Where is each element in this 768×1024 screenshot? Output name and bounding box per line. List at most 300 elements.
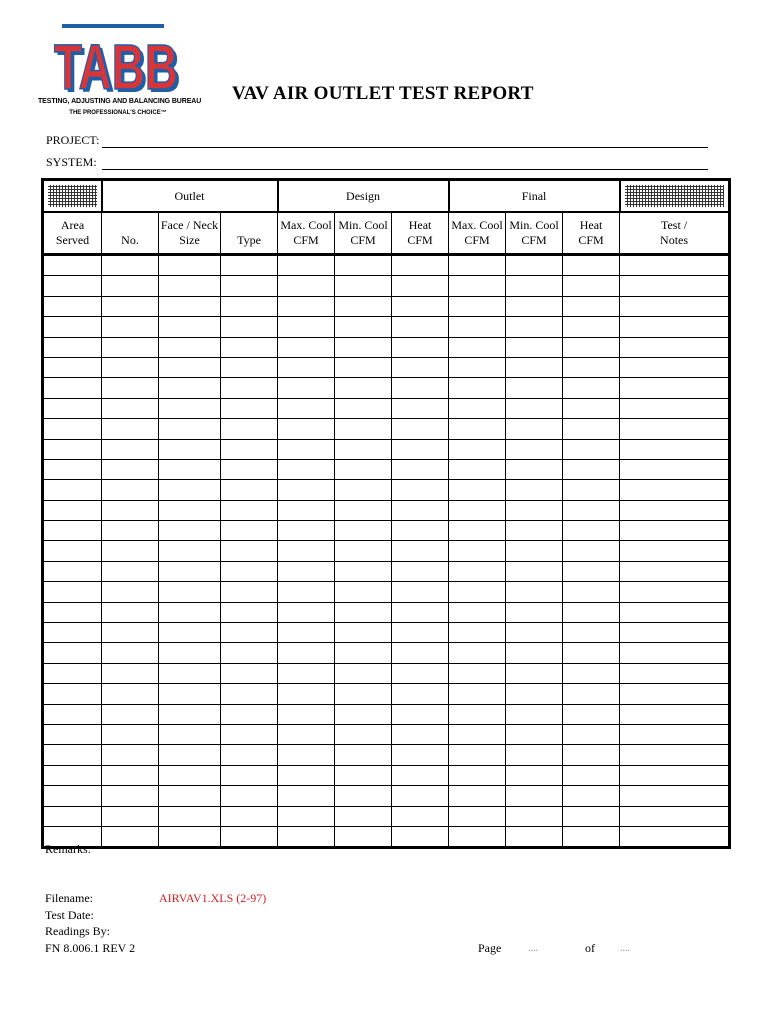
table-cell[interactable] (335, 623, 392, 643)
table-cell[interactable] (43, 786, 102, 806)
table-cell[interactable] (278, 337, 335, 357)
table-cell[interactable] (102, 357, 159, 377)
table-cell[interactable] (620, 826, 730, 847)
table-cell[interactable] (506, 541, 563, 561)
table-cell[interactable] (620, 521, 730, 541)
table-cell[interactable] (392, 255, 449, 276)
table-cell[interactable] (449, 439, 506, 459)
table-cell[interactable] (506, 745, 563, 765)
table-cell[interactable] (563, 439, 620, 459)
table-cell[interactable] (335, 663, 392, 683)
table-cell[interactable] (620, 378, 730, 398)
table-cell[interactable] (449, 561, 506, 581)
table-cell[interactable] (563, 378, 620, 398)
table-cell[interactable] (563, 317, 620, 337)
table-cell[interactable] (335, 480, 392, 500)
table-cell[interactable] (43, 255, 102, 276)
table-cell[interactable] (278, 582, 335, 602)
table-cell[interactable] (335, 561, 392, 581)
table-cell[interactable] (43, 337, 102, 357)
table-cell[interactable] (43, 806, 102, 826)
table-cell[interactable] (221, 317, 278, 337)
table-cell[interactable] (335, 826, 392, 847)
table-cell[interactable] (278, 623, 335, 643)
table-cell[interactable] (159, 704, 221, 724)
table-cell[interactable] (221, 643, 278, 663)
table-cell[interactable] (102, 439, 159, 459)
table-cell[interactable] (278, 378, 335, 398)
table-cell[interactable] (335, 724, 392, 744)
table-cell[interactable] (506, 357, 563, 377)
table-cell[interactable] (43, 704, 102, 724)
table-cell[interactable] (506, 337, 563, 357)
table-cell[interactable] (392, 765, 449, 785)
table-cell[interactable] (102, 623, 159, 643)
table-cell[interactable] (506, 459, 563, 479)
table-cell[interactable] (506, 765, 563, 785)
table-cell[interactable] (43, 521, 102, 541)
table-cell[interactable] (563, 745, 620, 765)
table-cell[interactable] (506, 255, 563, 276)
table-cell[interactable] (392, 398, 449, 418)
table-cell[interactable] (449, 582, 506, 602)
table-cell[interactable] (221, 602, 278, 622)
table-cell[interactable] (43, 541, 102, 561)
table-cell[interactable] (392, 602, 449, 622)
table-cell[interactable] (335, 276, 392, 296)
table-cell[interactable] (278, 663, 335, 683)
table-cell[interactable] (392, 378, 449, 398)
table-cell[interactable] (43, 643, 102, 663)
table-cell[interactable] (335, 459, 392, 479)
table-cell[interactable] (221, 419, 278, 439)
table-cell[interactable] (278, 643, 335, 663)
table-cell[interactable] (335, 419, 392, 439)
table-cell[interactable] (43, 561, 102, 581)
table-cell[interactable] (620, 419, 730, 439)
table-cell[interactable] (43, 582, 102, 602)
table-cell[interactable] (43, 623, 102, 643)
table-cell[interactable] (43, 419, 102, 439)
table-cell[interactable] (278, 602, 335, 622)
table-cell[interactable] (278, 541, 335, 561)
table-cell[interactable] (102, 480, 159, 500)
table-cell[interactable] (506, 317, 563, 337)
table-cell[interactable] (221, 582, 278, 602)
table-cell[interactable] (335, 582, 392, 602)
table-cell[interactable] (620, 317, 730, 337)
table-cell[interactable] (221, 398, 278, 418)
table-cell[interactable] (506, 276, 563, 296)
table-cell[interactable] (392, 663, 449, 683)
table-cell[interactable] (335, 398, 392, 418)
table-cell[interactable] (278, 806, 335, 826)
table-cell[interactable] (278, 684, 335, 704)
table-cell[interactable] (449, 765, 506, 785)
table-cell[interactable] (449, 296, 506, 316)
table-cell[interactable] (392, 643, 449, 663)
table-cell[interactable] (221, 765, 278, 785)
table-cell[interactable] (43, 480, 102, 500)
table-cell[interactable] (506, 419, 563, 439)
table-cell[interactable] (449, 602, 506, 622)
table-cell[interactable] (563, 643, 620, 663)
system-field[interactable] (102, 169, 708, 170)
table-cell[interactable] (102, 663, 159, 683)
table-cell[interactable] (335, 765, 392, 785)
table-cell[interactable] (221, 561, 278, 581)
table-cell[interactable] (620, 602, 730, 622)
table-cell[interactable] (221, 704, 278, 724)
table-cell[interactable] (159, 357, 221, 377)
table-cell[interactable] (159, 378, 221, 398)
table-cell[interactable] (563, 806, 620, 826)
table-cell[interactable] (563, 582, 620, 602)
table-cell[interactable] (102, 296, 159, 316)
table-cell[interactable] (449, 724, 506, 744)
table-cell[interactable] (335, 786, 392, 806)
table-cell[interactable] (563, 602, 620, 622)
table-cell[interactable] (563, 255, 620, 276)
table-cell[interactable] (335, 684, 392, 704)
table-cell[interactable] (620, 337, 730, 357)
table-cell[interactable] (620, 582, 730, 602)
table-cell[interactable] (563, 480, 620, 500)
table-cell[interactable] (102, 684, 159, 704)
table-cell[interactable] (449, 704, 506, 724)
table-cell[interactable] (102, 582, 159, 602)
table-cell[interactable] (449, 276, 506, 296)
table-cell[interactable] (392, 623, 449, 643)
table-cell[interactable] (278, 765, 335, 785)
table-cell[interactable] (392, 337, 449, 357)
table-cell[interactable] (159, 806, 221, 826)
page-total-field[interactable]: .... (620, 943, 630, 954)
table-cell[interactable] (620, 398, 730, 418)
table-cell[interactable] (335, 643, 392, 663)
table-cell[interactable] (449, 643, 506, 663)
table-cell[interactable] (159, 255, 221, 276)
table-cell[interactable] (449, 806, 506, 826)
table-cell[interactable] (335, 500, 392, 520)
table-cell[interactable] (102, 337, 159, 357)
table-cell[interactable] (102, 398, 159, 418)
table-cell[interactable] (221, 500, 278, 520)
table-cell[interactable] (102, 500, 159, 520)
table-cell[interactable] (392, 419, 449, 439)
table-cell[interactable] (159, 602, 221, 622)
table-cell[interactable] (159, 439, 221, 459)
table-cell[interactable] (335, 602, 392, 622)
table-cell[interactable] (506, 439, 563, 459)
table-cell[interactable] (278, 826, 335, 847)
table-cell[interactable] (563, 337, 620, 357)
table-cell[interactable] (221, 439, 278, 459)
table-cell[interactable] (102, 378, 159, 398)
table-cell[interactable] (159, 419, 221, 439)
table-cell[interactable] (335, 317, 392, 337)
table-cell[interactable] (43, 500, 102, 520)
table-cell[interactable] (449, 500, 506, 520)
table-cell[interactable] (620, 296, 730, 316)
table-cell[interactable] (221, 357, 278, 377)
table-cell[interactable] (392, 826, 449, 847)
table-cell[interactable] (221, 296, 278, 316)
table-cell[interactable] (221, 684, 278, 704)
table-cell[interactable] (159, 826, 221, 847)
project-field[interactable] (102, 147, 708, 148)
table-cell[interactable] (43, 602, 102, 622)
table-cell[interactable] (392, 806, 449, 826)
table-cell[interactable] (620, 663, 730, 683)
table-cell[interactable] (335, 745, 392, 765)
table-cell[interactable] (43, 276, 102, 296)
table-cell[interactable] (392, 541, 449, 561)
table-cell[interactable] (392, 521, 449, 541)
table-cell[interactable] (278, 276, 335, 296)
table-cell[interactable] (159, 623, 221, 643)
table-cell[interactable] (563, 623, 620, 643)
table-cell[interactable] (620, 704, 730, 724)
table-cell[interactable] (506, 623, 563, 643)
table-cell[interactable] (159, 541, 221, 561)
table-cell[interactable] (221, 276, 278, 296)
table-cell[interactable] (159, 398, 221, 418)
table-cell[interactable] (620, 276, 730, 296)
table-cell[interactable] (620, 459, 730, 479)
table-cell[interactable] (159, 317, 221, 337)
table-cell[interactable] (102, 602, 159, 622)
table-cell[interactable] (102, 521, 159, 541)
table-cell[interactable] (563, 663, 620, 683)
table-cell[interactable] (102, 561, 159, 581)
table-cell[interactable] (278, 459, 335, 479)
table-cell[interactable] (563, 541, 620, 561)
table-cell[interactable] (449, 459, 506, 479)
table-cell[interactable] (159, 724, 221, 744)
table-cell[interactable] (563, 296, 620, 316)
table-cell[interactable] (159, 480, 221, 500)
table-cell[interactable] (159, 296, 221, 316)
table-cell[interactable] (449, 337, 506, 357)
table-cell[interactable] (278, 480, 335, 500)
table-cell[interactable] (506, 724, 563, 744)
table-cell[interactable] (620, 561, 730, 581)
table-cell[interactable] (563, 419, 620, 439)
table-cell[interactable] (102, 276, 159, 296)
table-cell[interactable] (335, 296, 392, 316)
table-cell[interactable] (43, 357, 102, 377)
table-cell[interactable] (159, 765, 221, 785)
table-cell[interactable] (159, 459, 221, 479)
table-cell[interactable] (43, 317, 102, 337)
table-cell[interactable] (43, 663, 102, 683)
table-cell[interactable] (563, 357, 620, 377)
table-cell[interactable] (102, 806, 159, 826)
table-cell[interactable] (563, 459, 620, 479)
table-cell[interactable] (43, 398, 102, 418)
table-cell[interactable] (620, 541, 730, 561)
table-cell[interactable] (620, 357, 730, 377)
table-cell[interactable] (278, 398, 335, 418)
table-cell[interactable] (335, 378, 392, 398)
table-cell[interactable] (159, 582, 221, 602)
table-cell[interactable] (620, 765, 730, 785)
table-cell[interactable] (221, 663, 278, 683)
table-cell[interactable] (506, 500, 563, 520)
table-cell[interactable] (392, 500, 449, 520)
table-cell[interactable] (102, 643, 159, 663)
table-cell[interactable] (221, 745, 278, 765)
table-cell[interactable] (563, 561, 620, 581)
table-cell[interactable] (221, 459, 278, 479)
table-cell[interactable] (392, 317, 449, 337)
table-cell[interactable] (449, 745, 506, 765)
table-cell[interactable] (221, 337, 278, 357)
table-cell[interactable] (102, 255, 159, 276)
table-cell[interactable] (563, 704, 620, 724)
table-cell[interactable] (102, 826, 159, 847)
table-cell[interactable] (159, 786, 221, 806)
table-cell[interactable] (563, 398, 620, 418)
table-cell[interactable] (506, 582, 563, 602)
table-cell[interactable] (278, 317, 335, 337)
table-cell[interactable] (43, 439, 102, 459)
table-cell[interactable] (449, 684, 506, 704)
table-cell[interactable] (392, 459, 449, 479)
table-cell[interactable] (221, 806, 278, 826)
table-cell[interactable] (102, 541, 159, 561)
table-cell[interactable] (43, 296, 102, 316)
table-cell[interactable] (449, 623, 506, 643)
table-cell[interactable] (221, 724, 278, 744)
table-cell[interactable] (221, 521, 278, 541)
table-cell[interactable] (620, 623, 730, 643)
table-cell[interactable] (102, 317, 159, 337)
table-cell[interactable] (278, 786, 335, 806)
table-cell[interactable] (159, 684, 221, 704)
table-cell[interactable] (278, 296, 335, 316)
table-cell[interactable] (449, 378, 506, 398)
table-cell[interactable] (43, 459, 102, 479)
table-cell[interactable] (506, 663, 563, 683)
table-cell[interactable] (392, 786, 449, 806)
table-cell[interactable] (102, 459, 159, 479)
table-cell[interactable] (278, 255, 335, 276)
table-cell[interactable] (159, 561, 221, 581)
table-cell[interactable] (506, 704, 563, 724)
table-cell[interactable] (102, 745, 159, 765)
table-cell[interactable] (449, 480, 506, 500)
table-cell[interactable] (620, 745, 730, 765)
table-cell[interactable] (278, 521, 335, 541)
table-cell[interactable] (620, 806, 730, 826)
table-cell[interactable] (449, 786, 506, 806)
table-cell[interactable] (392, 439, 449, 459)
table-cell[interactable] (43, 684, 102, 704)
table-cell[interactable] (392, 296, 449, 316)
table-cell[interactable] (392, 276, 449, 296)
page-number-field[interactable]: .... (528, 943, 538, 954)
table-cell[interactable] (102, 724, 159, 744)
table-cell[interactable] (159, 500, 221, 520)
table-cell[interactable] (278, 724, 335, 744)
table-cell[interactable] (335, 255, 392, 276)
table-cell[interactable] (563, 500, 620, 520)
table-cell[interactable] (159, 521, 221, 541)
table-cell[interactable] (506, 684, 563, 704)
table-cell[interactable] (221, 255, 278, 276)
table-cell[interactable] (221, 480, 278, 500)
table-cell[interactable] (43, 765, 102, 785)
table-cell[interactable] (102, 786, 159, 806)
table-cell[interactable] (278, 704, 335, 724)
table-cell[interactable] (159, 663, 221, 683)
table-cell[interactable] (278, 500, 335, 520)
table-cell[interactable] (159, 745, 221, 765)
table-cell[interactable] (620, 255, 730, 276)
table-cell[interactable] (102, 765, 159, 785)
table-cell[interactable] (221, 786, 278, 806)
table-cell[interactable] (278, 745, 335, 765)
table-cell[interactable] (392, 480, 449, 500)
table-cell[interactable] (563, 684, 620, 704)
table-cell[interactable] (563, 826, 620, 847)
table-cell[interactable] (392, 582, 449, 602)
table-cell[interactable] (335, 541, 392, 561)
table-cell[interactable] (221, 623, 278, 643)
table-cell[interactable] (506, 398, 563, 418)
table-cell[interactable] (620, 684, 730, 704)
table-cell[interactable] (449, 398, 506, 418)
table-cell[interactable] (43, 724, 102, 744)
table-cell[interactable] (563, 724, 620, 744)
table-cell[interactable] (278, 561, 335, 581)
table-cell[interactable] (449, 541, 506, 561)
table-cell[interactable] (506, 296, 563, 316)
table-cell[interactable] (506, 521, 563, 541)
table-cell[interactable] (449, 357, 506, 377)
table-cell[interactable] (620, 643, 730, 663)
table-cell[interactable] (278, 439, 335, 459)
table-cell[interactable] (392, 724, 449, 744)
table-cell[interactable] (392, 704, 449, 724)
table-cell[interactable] (506, 480, 563, 500)
table-cell[interactable] (221, 826, 278, 847)
table-cell[interactable] (506, 826, 563, 847)
table-cell[interactable] (335, 806, 392, 826)
table-cell[interactable] (506, 561, 563, 581)
table-cell[interactable] (159, 276, 221, 296)
table-cell[interactable] (506, 378, 563, 398)
table-cell[interactable] (563, 521, 620, 541)
table-cell[interactable] (392, 684, 449, 704)
table-cell[interactable] (563, 276, 620, 296)
table-cell[interactable] (335, 704, 392, 724)
table-cell[interactable] (449, 663, 506, 683)
table-cell[interactable] (449, 317, 506, 337)
table-cell[interactable] (278, 357, 335, 377)
table-cell[interactable] (159, 337, 221, 357)
table-cell[interactable] (335, 439, 392, 459)
table-cell[interactable] (506, 643, 563, 663)
table-cell[interactable] (335, 521, 392, 541)
table-cell[interactable] (392, 357, 449, 377)
table-cell[interactable] (506, 786, 563, 806)
table-cell[interactable] (335, 357, 392, 377)
table-cell[interactable] (563, 786, 620, 806)
table-cell[interactable] (392, 561, 449, 581)
